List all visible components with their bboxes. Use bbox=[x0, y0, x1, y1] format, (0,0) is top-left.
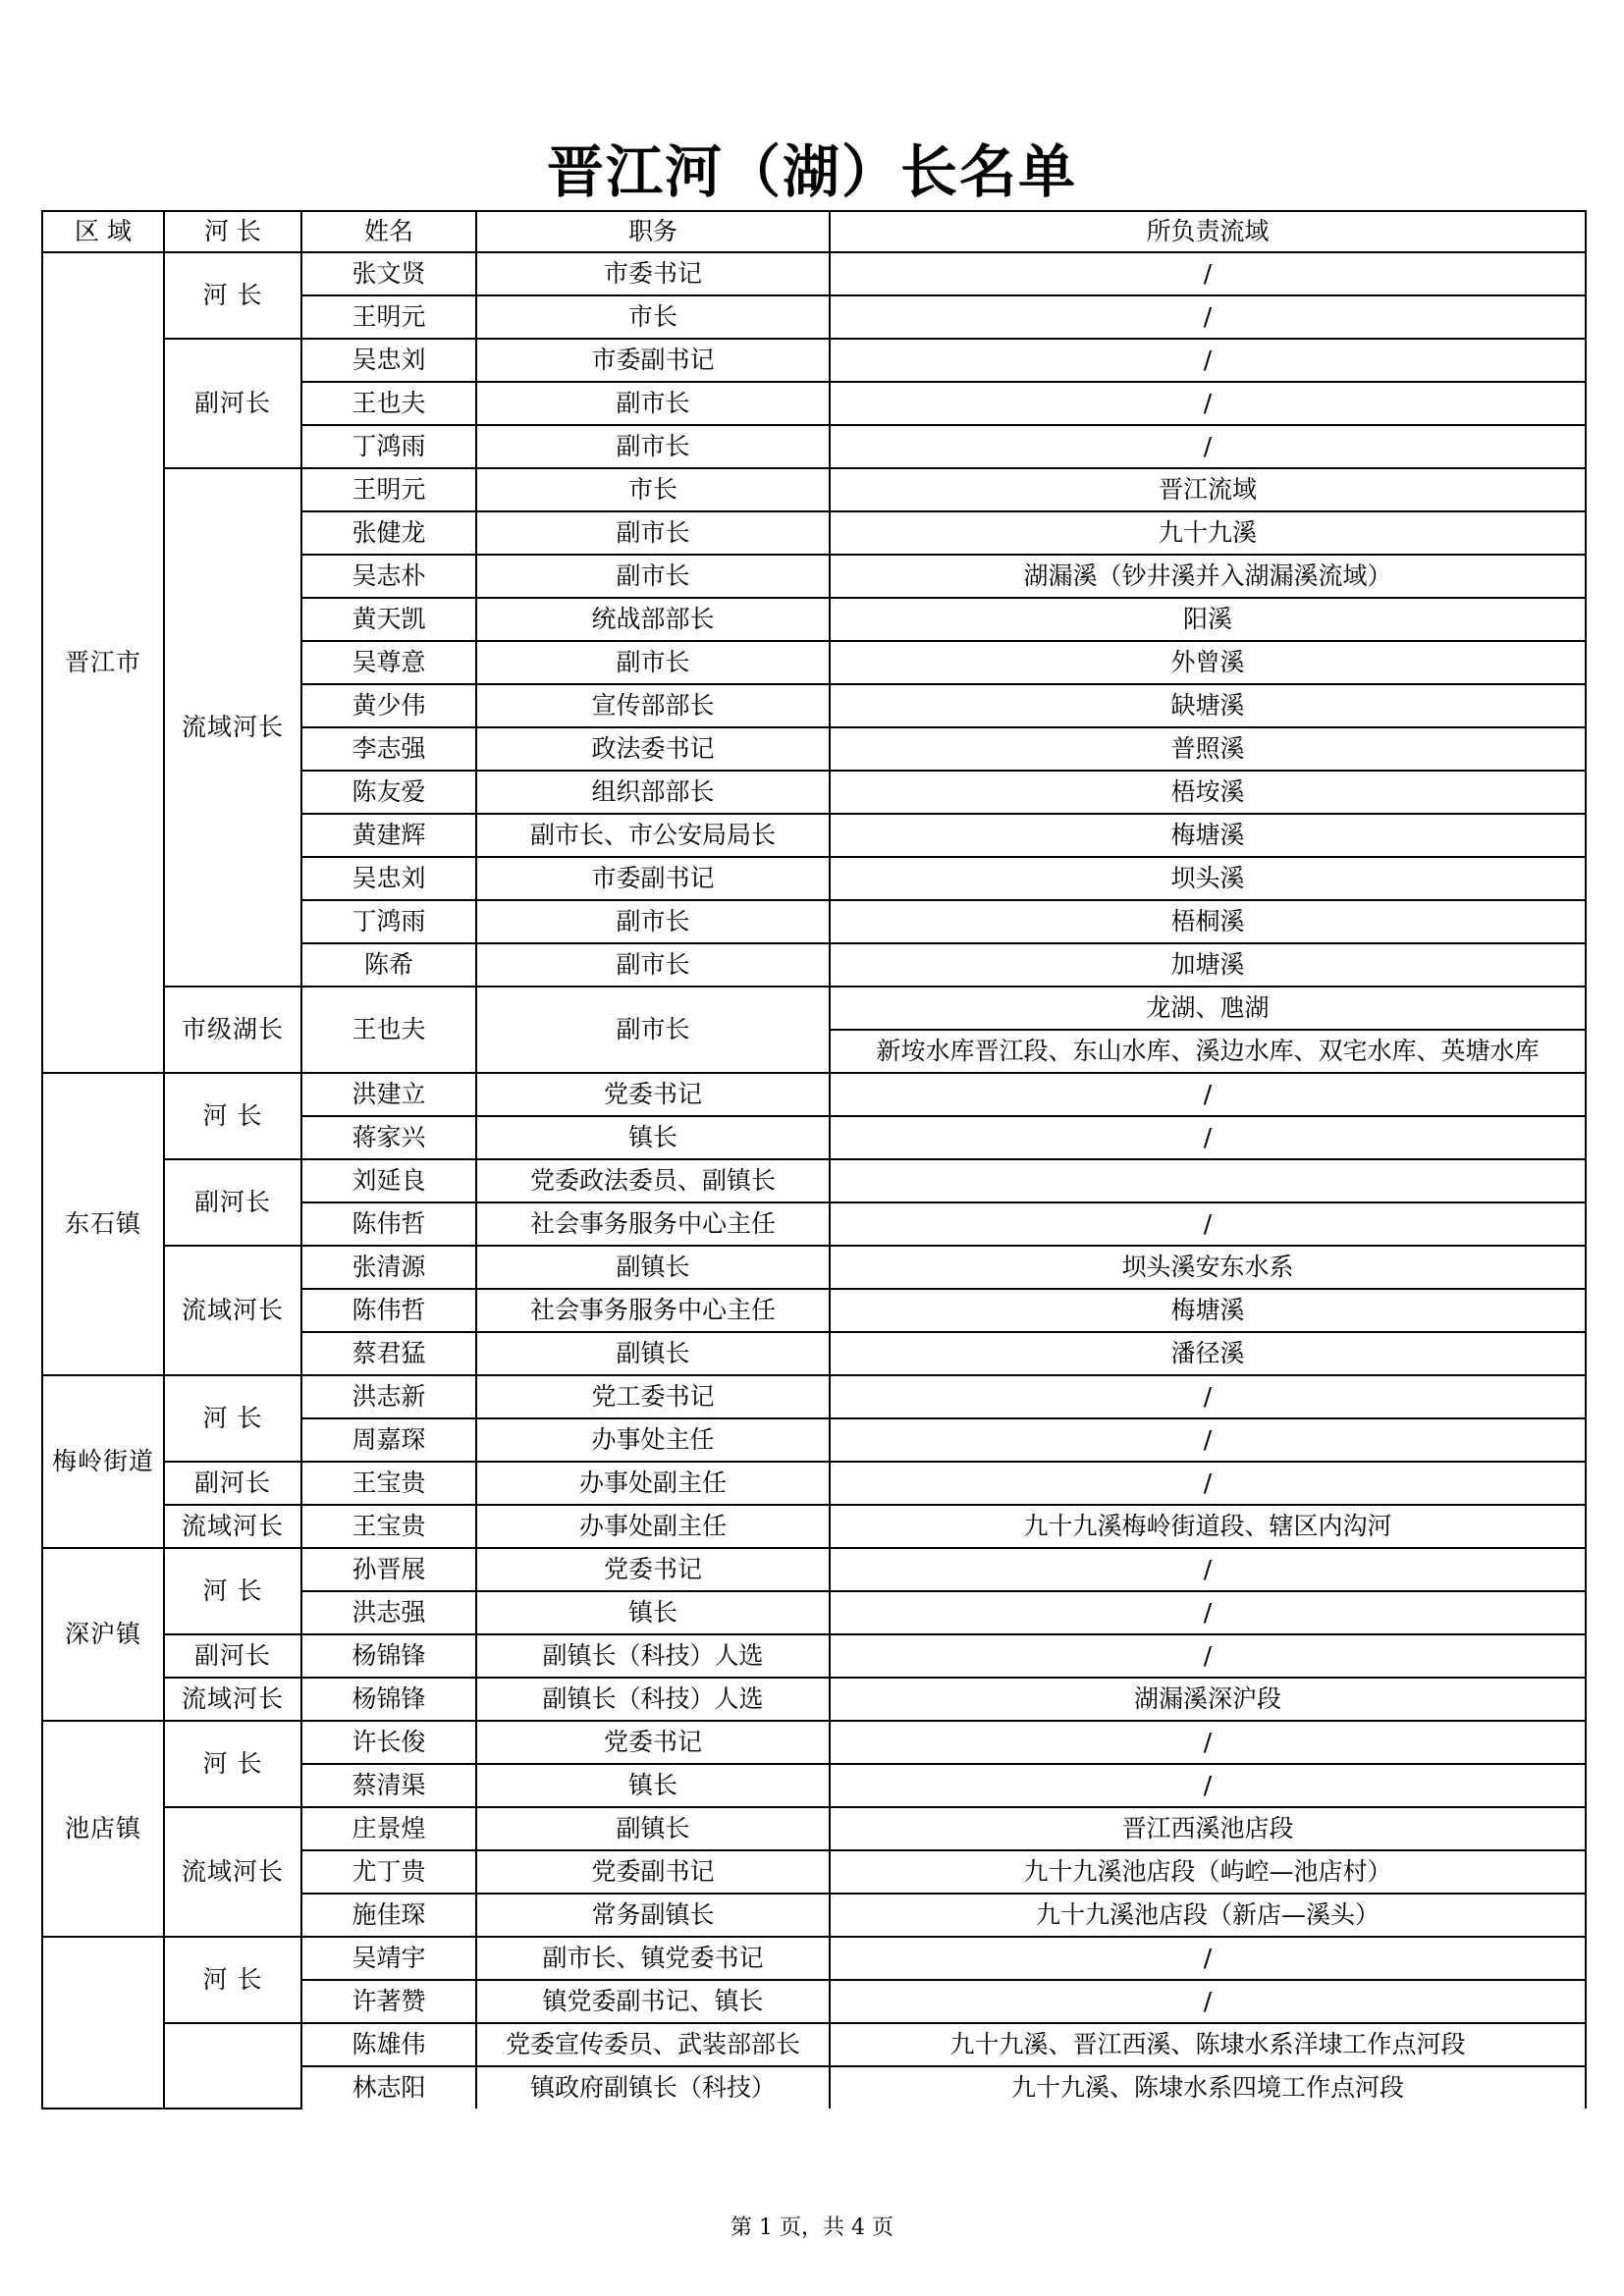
role-cell: 副河长 bbox=[164, 1159, 301, 1246]
position-cell: 副镇长（科技）人选 bbox=[476, 1678, 830, 1721]
role-cell: 流域河长 bbox=[164, 1505, 301, 1548]
basin-cell: / bbox=[830, 1634, 1586, 1678]
name-cell: 陈友爱 bbox=[301, 771, 476, 814]
role-cell: 河 长 bbox=[164, 1073, 301, 1159]
basin-cell: / bbox=[830, 425, 1586, 468]
name-cell: 洪建立 bbox=[301, 1073, 476, 1116]
basin-cell: / bbox=[830, 1202, 1586, 1246]
position-cell: 镇长 bbox=[476, 1764, 830, 1807]
position-cell: 党委书记 bbox=[476, 1548, 830, 1591]
basin-cell: / bbox=[830, 1462, 1586, 1505]
header-region: 区 域 bbox=[42, 211, 164, 252]
position-cell: 党委书记 bbox=[476, 1073, 830, 1116]
name-cell: 王也夫 bbox=[301, 987, 476, 1073]
region-cell: 梅岭街道 bbox=[42, 1375, 164, 1548]
header-role: 河 长 bbox=[164, 211, 301, 252]
name-cell: 陈雄伟 bbox=[301, 2023, 476, 2066]
position-cell: 社会事务服务中心主任 bbox=[476, 1202, 830, 1246]
basin-cell: 缺塘溪 bbox=[830, 684, 1586, 727]
table-row bbox=[42, 252, 1586, 295]
name-cell: 王明元 bbox=[301, 468, 476, 511]
position-cell: 办事处主任 bbox=[476, 1418, 830, 1462]
basin-cell: / bbox=[830, 1375, 1586, 1418]
role-cell: 河 长 bbox=[164, 1937, 301, 2023]
river-chief-table bbox=[41, 210, 1587, 2109]
name-cell: 周嘉琛 bbox=[301, 1418, 476, 1462]
role-cell: 副河长 bbox=[164, 1634, 301, 1678]
table-row bbox=[42, 468, 1586, 511]
role-cell: 河 长 bbox=[164, 252, 301, 339]
page-footer: 第 1 页，共 4 页 bbox=[731, 2216, 893, 2240]
position-cell: 市委书记 bbox=[476, 252, 830, 295]
name-cell: 陈伟哲 bbox=[301, 1202, 476, 1246]
basin-cell: / bbox=[830, 1591, 1586, 1634]
table-row bbox=[42, 987, 1586, 1030]
basin-cell: / bbox=[830, 1980, 1586, 2023]
basin-cell: / bbox=[830, 295, 1586, 339]
name-cell: 杨锦锋 bbox=[301, 1634, 476, 1678]
table-row bbox=[42, 1678, 1586, 1721]
position-cell: 镇党委副书记、镇长 bbox=[476, 1980, 830, 2023]
position-cell: 社会事务服务中心主任 bbox=[476, 1289, 830, 1332]
position-cell: 副镇长 bbox=[476, 1807, 830, 1850]
name-cell: 蔡君猛 bbox=[301, 1332, 476, 1375]
name-cell: 张文贤 bbox=[301, 252, 476, 295]
role-cell: 流域河长 bbox=[164, 1246, 301, 1375]
role-cell: 流域河长 bbox=[164, 1807, 301, 1937]
name-cell: 王宝贵 bbox=[301, 1462, 476, 1505]
region-cell: 晋江市 bbox=[42, 252, 164, 1073]
position-cell: 副镇长 bbox=[476, 1246, 830, 1289]
name-cell: 黄建辉 bbox=[301, 814, 476, 857]
position-cell: 镇长 bbox=[476, 1591, 830, 1634]
name-cell: 刘延良 bbox=[301, 1159, 476, 1202]
name-cell: 孙晋展 bbox=[301, 1548, 476, 1591]
position-cell: 宣传部部长 bbox=[476, 684, 830, 727]
name-cell: 吴志朴 bbox=[301, 555, 476, 598]
position-cell: 副市长 bbox=[476, 555, 830, 598]
position-cell: 统战部部长 bbox=[476, 598, 830, 641]
basin-cell: 九十九溪池店段（屿崆—池店村） bbox=[830, 1850, 1586, 1894]
position-cell: 党工委书记 bbox=[476, 1375, 830, 1418]
name-cell: 李志强 bbox=[301, 727, 476, 771]
name-cell: 林志阳 bbox=[301, 2066, 476, 2109]
name-cell: 丁鸿雨 bbox=[301, 900, 476, 943]
name-cell: 尤丁贵 bbox=[301, 1850, 476, 1894]
position-cell: 市委副书记 bbox=[476, 339, 830, 382]
basin-cell: / bbox=[830, 1418, 1586, 1462]
basin-cell: 九十九溪、陈埭水系四境工作点河段 bbox=[830, 2066, 1586, 2109]
position-cell: 副市长 bbox=[476, 987, 830, 1073]
name-cell: 王也夫 bbox=[301, 382, 476, 425]
region-cell: 池店镇 bbox=[42, 1721, 164, 1937]
basin-cell: / bbox=[830, 1937, 1586, 1980]
position-cell: 市长 bbox=[476, 295, 830, 339]
position-cell: 党委宣传委员、武装部部长 bbox=[476, 2023, 830, 2066]
basin-cell: / bbox=[830, 1548, 1586, 1591]
table-row bbox=[42, 1159, 1586, 1202]
role-cell: 副河长 bbox=[164, 1462, 301, 1505]
position-cell: 副市长 bbox=[476, 425, 830, 468]
position-cell: 副市长 bbox=[476, 641, 830, 684]
table-row bbox=[42, 2023, 1586, 2066]
basin-cell: / bbox=[830, 1116, 1586, 1159]
role-cell: 流域河长 bbox=[164, 468, 301, 987]
basin-cell: / bbox=[830, 252, 1586, 295]
name-cell: 王宝贵 bbox=[301, 1505, 476, 1548]
name-cell: 黄天凯 bbox=[301, 598, 476, 641]
name-cell: 庄景煌 bbox=[301, 1807, 476, 1850]
position-cell: 市委副书记 bbox=[476, 857, 830, 900]
name-cell: 蔡清渠 bbox=[301, 1764, 476, 1807]
name-cell: 陈伟哲 bbox=[301, 1289, 476, 1332]
role-cell: 河 长 bbox=[164, 1721, 301, 1807]
basin-cell: / bbox=[830, 1721, 1586, 1764]
position-cell: 党委政法委员、副镇长 bbox=[476, 1159, 830, 1202]
basin-cell: 普照溪 bbox=[830, 727, 1586, 771]
position-cell: 副市长 bbox=[476, 943, 830, 987]
position-cell: 镇政府副镇长（科技） bbox=[476, 2066, 830, 2109]
table-row bbox=[42, 1937, 1586, 1980]
basin-cell: 坝头溪安东水系 bbox=[830, 1246, 1586, 1289]
page-title: 晋江河（湖）长名单 bbox=[546, 138, 1077, 205]
basin-cell: 龙湖、虺湖 bbox=[830, 987, 1586, 1030]
basin-cell: 潘径溪 bbox=[830, 1332, 1586, 1375]
region-cell bbox=[42, 1937, 164, 2109]
position-cell: 党委书记 bbox=[476, 1721, 830, 1764]
table-row bbox=[42, 1548, 1586, 1591]
basin-cell: 晋江流域 bbox=[830, 468, 1586, 511]
name-cell: 许著赞 bbox=[301, 1980, 476, 2023]
region-cell: 深沪镇 bbox=[42, 1548, 164, 1721]
position-cell: 副市长、市公安局局长 bbox=[476, 814, 830, 857]
position-cell: 镇长 bbox=[476, 1116, 830, 1159]
name-cell: 许长俊 bbox=[301, 1721, 476, 1764]
position-cell: 党委副书记 bbox=[476, 1850, 830, 1894]
position-cell: 副镇长（科技）人选 bbox=[476, 1634, 830, 1678]
name-cell: 蒋家兴 bbox=[301, 1116, 476, 1159]
table-row bbox=[42, 1246, 1586, 1289]
basin-cell: 九十九溪池店段（新店—溪头） bbox=[830, 1894, 1586, 1937]
region-cell: 东石镇 bbox=[42, 1073, 164, 1375]
position-cell: 副市长 bbox=[476, 900, 830, 943]
basin-cell: / bbox=[830, 339, 1586, 382]
name-cell: 王明元 bbox=[301, 295, 476, 339]
table-row bbox=[42, 1807, 1586, 1850]
role-cell: 副河长 bbox=[164, 339, 301, 468]
role-cell bbox=[164, 2023, 301, 2109]
basin-cell: 晋江西溪池店段 bbox=[830, 1807, 1586, 1850]
basin-cell: 梅塘溪 bbox=[830, 1289, 1586, 1332]
role-cell: 河 长 bbox=[164, 1548, 301, 1634]
basin-cell: 九十九溪梅岭街道段、辖区内沟河 bbox=[830, 1505, 1586, 1548]
table-row bbox=[42, 1721, 1586, 1764]
role-cell: 流域河长 bbox=[164, 1678, 301, 1721]
table-row bbox=[42, 1505, 1586, 1548]
basin-cell: 外曾溪 bbox=[830, 641, 1586, 684]
table-row bbox=[42, 1634, 1586, 1678]
name-cell: 杨锦锋 bbox=[301, 1678, 476, 1721]
table-row bbox=[42, 1073, 1586, 1116]
header-name: 姓名 bbox=[301, 211, 476, 252]
header-position: 职务 bbox=[476, 211, 830, 252]
basin-cell bbox=[830, 1159, 1586, 1202]
table-header-row bbox=[42, 211, 1586, 252]
position-cell: 副市长、镇党委书记 bbox=[476, 1937, 830, 1980]
basin-cell: 九十九溪 bbox=[830, 511, 1586, 555]
basin-cell: 加塘溪 bbox=[830, 943, 1586, 987]
name-cell: 吴尊意 bbox=[301, 641, 476, 684]
basin-cell: 梧桐溪 bbox=[830, 900, 1586, 943]
header-basin: 所负责流域 bbox=[830, 211, 1586, 252]
name-cell: 洪志新 bbox=[301, 1375, 476, 1418]
position-cell: 办事处副主任 bbox=[476, 1462, 830, 1505]
name-cell: 洪志强 bbox=[301, 1591, 476, 1634]
basin-cell: 湖漏溪（钞井溪并入湖漏溪流域） bbox=[830, 555, 1586, 598]
role-cell: 市级湖长 bbox=[164, 987, 301, 1073]
basin-cell: 梅塘溪 bbox=[830, 814, 1586, 857]
table-row bbox=[42, 1375, 1586, 1418]
position-cell: 副市长 bbox=[476, 382, 830, 425]
position-cell: 常务副镇长 bbox=[476, 1894, 830, 1937]
basin-cell: 新垵水库晋江段、东山水库、溪边水库、双宅水库、英塘水库 bbox=[830, 1030, 1586, 1073]
basin-cell: / bbox=[830, 1073, 1586, 1116]
name-cell: 黄少伟 bbox=[301, 684, 476, 727]
name-cell: 吴靖宇 bbox=[301, 1937, 476, 1980]
name-cell: 丁鸿雨 bbox=[301, 425, 476, 468]
name-cell: 陈希 bbox=[301, 943, 476, 987]
basin-cell: 湖漏溪深沪段 bbox=[830, 1678, 1586, 1721]
position-cell: 市长 bbox=[476, 468, 830, 511]
name-cell: 张清源 bbox=[301, 1246, 476, 1289]
basin-cell: 九十九溪、晋江西溪、陈埭水系洋埭工作点河段 bbox=[830, 2023, 1586, 2066]
position-cell: 组织部部长 bbox=[476, 771, 830, 814]
basin-cell: / bbox=[830, 382, 1586, 425]
position-cell: 政法委书记 bbox=[476, 727, 830, 771]
table-row bbox=[42, 1462, 1586, 1505]
name-cell: 吴忠刘 bbox=[301, 857, 476, 900]
position-cell: 副市长 bbox=[476, 511, 830, 555]
basin-cell: 阳溪 bbox=[830, 598, 1586, 641]
name-cell: 施佳琛 bbox=[301, 1894, 476, 1937]
position-cell: 办事处副主任 bbox=[476, 1505, 830, 1548]
name-cell: 吴忠刘 bbox=[301, 339, 476, 382]
name-cell: 张健龙 bbox=[301, 511, 476, 555]
role-cell: 河 长 bbox=[164, 1375, 301, 1462]
position-cell: 副镇长 bbox=[476, 1332, 830, 1375]
basin-cell: / bbox=[830, 1764, 1586, 1807]
basin-cell: 梧垵溪 bbox=[830, 771, 1586, 814]
basin-cell: 坝头溪 bbox=[830, 857, 1586, 900]
table-row bbox=[42, 339, 1586, 382]
